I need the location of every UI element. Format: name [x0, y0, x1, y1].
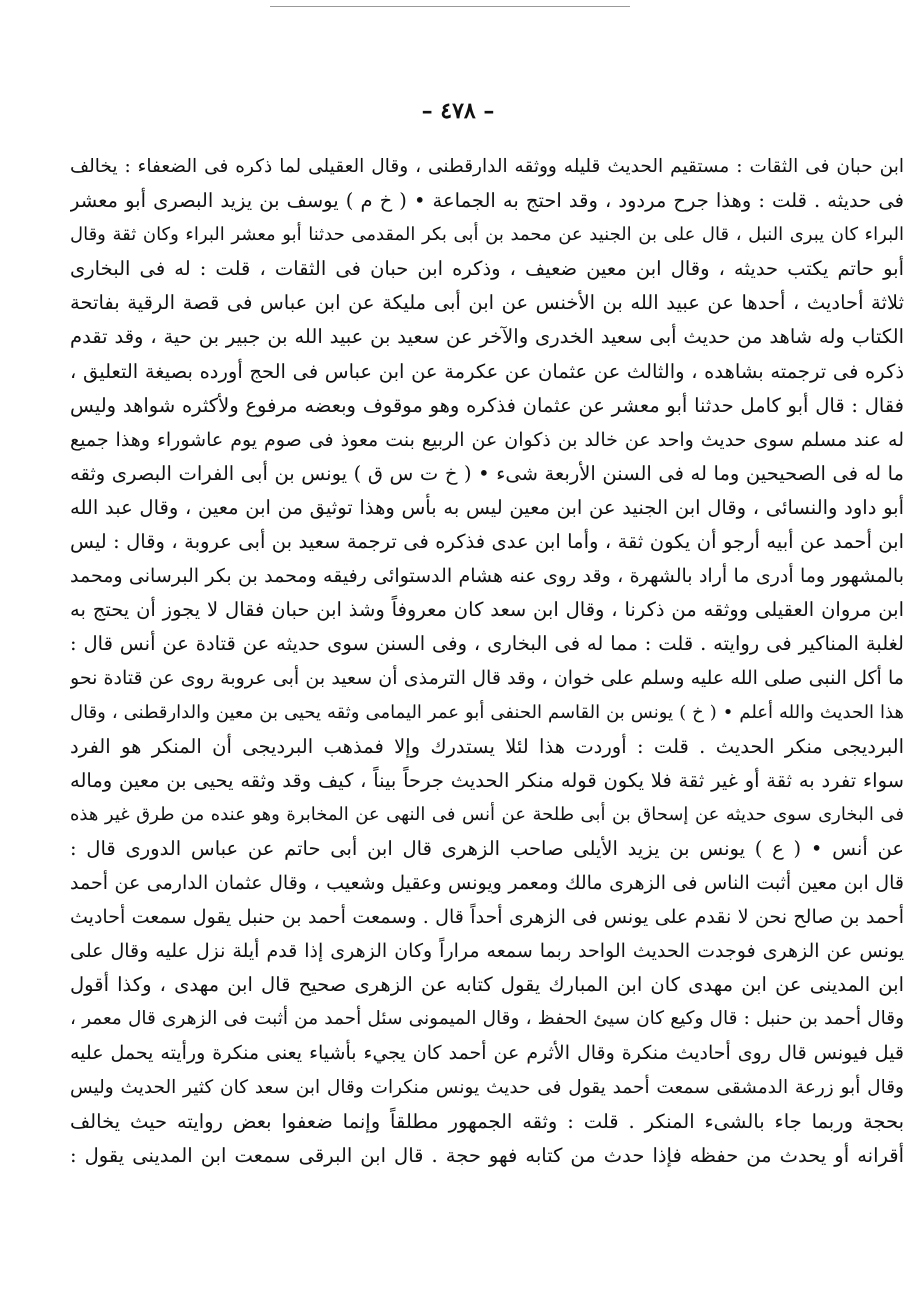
text-line: أقرانه أو يحدث من حفظه فإذا حدث من كتابه فهو حجة . قال ابن البرقى سمعت ابن المدينى يقول : [70, 1143, 904, 1167]
top-rule [270, 6, 630, 7]
text-line: فى البخارى سوى حديثه عن إسحاق بن أبى طلحة عن أنس فى النهى عن المخابرة وهو عنده من طرق غير هذه [70, 803, 904, 825]
text-line: ابن مروان العقيلى ووثقه من ذكرنا ، وقال ابن سعد كان معروفاً وشذ ابن حبان فقال لا يجوز أن يحتج به [70, 598, 904, 622]
text-line: بحجة وربما جاء بالشىء المنكر . قلت : وثقه الجمهور مطلقاً وإنما ضعفوا بعض روايته حيث يخالف [70, 1109, 904, 1133]
text-line: الكتاب وله شاهد من حديث أبى سعيد الخدرى والآخر عن سعيد بن عبيد الله بن جبير بن حية ، وقد تقدم [70, 325, 904, 349]
text-line: لغلبة المناكير فى روايته . قلت : مما له فى البخارى ، وفى السنن سوى حديثه عن قتادة عن أنس قال : [70, 632, 904, 656]
text-line: له عند مسلم سوى حديث واحد عن خالد بن ذكوان عن الربيع بنت معوذ فى صوم يوم عاشوراء وهذا جميع [70, 428, 904, 451]
text-line: فقال : قال أبو كامل حدثنا أبو معشر عن عثمان فذكره وهو موقوف وبعضه مرفوع ولأكثره شواهد وليس [70, 393, 904, 417]
text-line: فى حديثه . قلت : وهذا جرح مردود ، وقد احتج به الجماعة • ( خ م ) يوسف بن يزيد البصرى أبو معشر [70, 189, 904, 213]
text-line: سواء تفرد به ثقة أو غير ثقة فلا يكون قوله منكر الحديث جرحاً بيناً ، كيف وقد وثقه يحيى بن معين وماله [70, 768, 904, 792]
text-line: يونس عن الزهرى فوجدت الحديث الواحد ربما سمعه مراراً وكان الزهرى إذا قدم أيلة نزل عليه وقال على [70, 940, 904, 963]
text-line: قال ابن معين أثبت الناس فى الزهرى مالك ومعمر ويونس وعقيل وشعيب ، وقال عثمان الدارمى عن أحمد [70, 871, 904, 894]
text-line: أبو حاتم يكتب حديثه ، وقال ابن معين ضعيف ، وذكره ابن حبان فى الثقات ، قلت : له فى البخارى [70, 257, 904, 281]
text-line: ذكره فى ترجمته بشاهده ، والثالث عن عثمان عن عكرمة عن ابن عباس فى الحج أورده بصيغة التعليق ، [70, 359, 904, 383]
text-line: أبو داود والنسائى ، وقال ابن الجنيد عن ابن معين ليس به بأس وهذا توثيق من ابن معين ، وقال عبد الله [70, 495, 904, 519]
text-line: ثلاثة أحاديث ، أحدها عن عبيد الله بن الأخنس عن ابن أبى مليكة عن ابن عباس فى قصة الرقية بفاتحة [70, 291, 904, 315]
text-line: أحمد بن صالح نحن لا نقدم على يونس فى الزهرى أحداً قال . وسمعت أحمد بن حنبل يقول سمعت أحاديث [70, 906, 904, 929]
text-line: وقال أبو زرعة الدمشقى سمعت أحمد يقول فى حديث يونس منكرات وقال ابن سعد كان كثير الحديث وليس [70, 1076, 904, 1098]
text-line: قيل فيونس قال روى أحاديث منكرة وقال الأثرم عن أحمد كان يجيء بأشياء يعنى منكرة ورأيته يحمل عليه [70, 1042, 904, 1065]
text-line: وقال أحمد بن حنبل : قال وكيع كان سيئ الحفظ ، وقال الميمونى سئل أحمد من أثبت فى الزهرى قال معمر ، [70, 1008, 904, 1030]
page-number: – ٤٧٨ – [421, 98, 495, 124]
text-line: البرديجى منكر الحديث . قلت : أوردت هذا لئلا يستدرك وإلا فمذهب البرديجى أن المنكر هو الفرد [70, 734, 904, 758]
body-text [70, 150, 904, 1173]
text-line: ابن حبان فى الثقات : مستقيم الحديث قليله ووثقه الدارقطنى ، وقال العقيلى لما ذكره فى الضعفاء : يخالف [70, 156, 904, 177]
text-line: ما أكل النبى صلى الله عليه وسلم على خوان ، وقد قال الترمذى أن سعيد بن أبى عروبة روى عن قتادة نحو [70, 667, 904, 690]
text-line: البراء كان يبرى النبل ، قال على بن الجنيد عن محمد بن أبى بكر المقدمى حدثنا أبو معشر البراء وكان ثقة وقال [70, 224, 904, 246]
text-line: هذا الحديث والله أعلم • ( خ ) يونس بن القاسم الحنفى أبو عمر اليمامى وثقه يحيى بن معين والدارقطنى ، وقال [70, 701, 904, 723]
text-line: ابن أحمد عن أبيه أرجو أن يكون ثقة ، وأما ابن عدى فذكره فى ترجمة سعيد بن أبى عروبة ، وقال : ليس [70, 530, 904, 554]
text-line: ما له فى الصحيحين وما له فى السنن الأربعة شىء • ( خ ت س ق ) يونس بن أبى الفرات البصرى وثقه [70, 461, 904, 485]
text-line: بالمشهور وما أدرى ما أراد بالشهرة ، وقد روى عنه هشام الدستوائى رفيقه ومحمد بن بكر البرسانى ومحمد [70, 565, 904, 588]
text-line: ابن المدينى عن ابن مهدى كان ابن المبارك يقول كتابه عن الزهرى صحيح قال ابن مهدى ، وكذا أقول [70, 973, 904, 997]
text-line: عن أنس • ( ع ) يونس بن يزيد الأيلى صاحب الزهرى قال ابن أبى حاتم عن عباس الدورى قال : [70, 836, 904, 860]
